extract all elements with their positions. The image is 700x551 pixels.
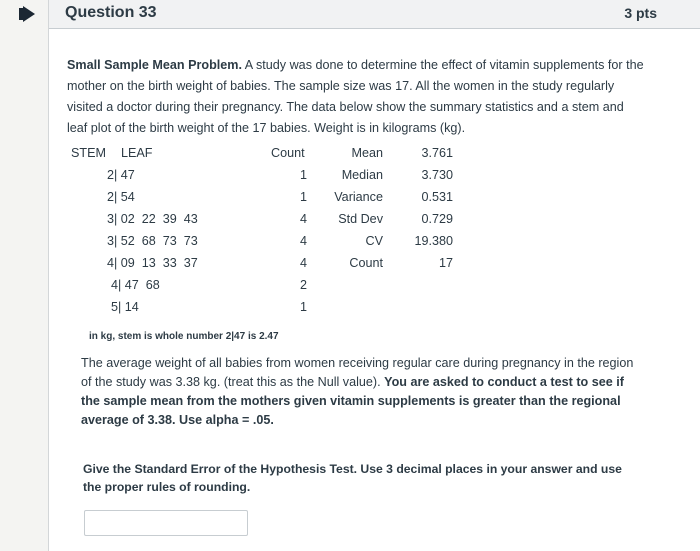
header-leaf: LEAF — [121, 146, 153, 160]
row-count: 4 — [299, 212, 307, 226]
stat-label: Std Dev — [338, 212, 383, 226]
intro-bold-lead: Small Sample Mean Problem. — [67, 58, 242, 72]
row-count: 2 — [299, 278, 307, 292]
row-count: 1 — [299, 168, 307, 182]
stem-leaf-row: 4| 09 13 33 37 — [107, 256, 198, 270]
footnote: in kg, stem is whole number 2|47 is 2.47 — [89, 331, 279, 342]
question-title: Question 33 — [65, 4, 157, 21]
stem-leaf-row: 3| 52 68 73 73 — [107, 234, 198, 248]
flag-icon[interactable] — [23, 6, 35, 22]
context-bold: You are asked to conduct a test to see if the sample mean from the mothers given vitamin supplements is greater than the regional average of 3.38. Use alpha = .05. — [81, 375, 624, 427]
question-points: 3 pts — [624, 5, 657, 21]
stat-label: Variance — [334, 190, 383, 204]
prompt-paragraph: Give the Standard Error of the Hypothesis Test. Use 3 decimal places in your answer and use the proper rules of rounding. — [83, 462, 622, 494]
stat-value: 3.761 — [421, 146, 453, 160]
stem-leaf-row: 3| 02 22 39 43 — [107, 212, 198, 226]
stat-label: Mean — [351, 146, 383, 160]
context-paragraph — [81, 354, 641, 430]
answer-input[interactable] — [84, 510, 248, 536]
row-count: 4 — [299, 234, 307, 248]
stem-leaf-row: 5| 14 — [111, 300, 139, 314]
context-plain: The average weight of all babies from women receiving regular care during pregnancy in the region of the study was 3.38 kg. (treat this as the Null value). — [81, 356, 634, 389]
stat-label: Count — [349, 256, 383, 270]
row-count: 4 — [299, 256, 307, 270]
question-card — [48, 0, 700, 551]
stat-value: 0.729 — [421, 212, 453, 226]
row-count: 1 — [299, 300, 307, 314]
intro-paragraph — [67, 55, 647, 139]
stat-value: 3.730 — [421, 168, 453, 182]
stat-label: Median — [341, 168, 383, 182]
stat-label: CV — [365, 234, 383, 248]
stat-value: 19.380 — [414, 234, 453, 248]
stem-leaf-row: 2| 47 — [107, 168, 135, 182]
header-stem: STEM — [71, 146, 106, 160]
row-count: 1 — [299, 190, 307, 204]
question-header — [49, 0, 700, 29]
stat-value: 17 — [438, 256, 453, 270]
stem-leaf-row: 4| 47 68 — [111, 278, 160, 292]
stat-value: 0.531 — [421, 190, 453, 204]
intro-text: A study was done to determine the effect of vitamin supplements for the mother on the birth weight of babies. The sample size was 17. All the women in the study regularly visited a doctor during their pregnancy. The data below show the summary statistics and a stem and leaf plot of the birth weight of the 17 babies. Weight is in kilograms (kg). — [67, 58, 644, 135]
stem-leaf-row: 2| 54 — [107, 190, 135, 204]
header-count: Count — [271, 146, 305, 160]
